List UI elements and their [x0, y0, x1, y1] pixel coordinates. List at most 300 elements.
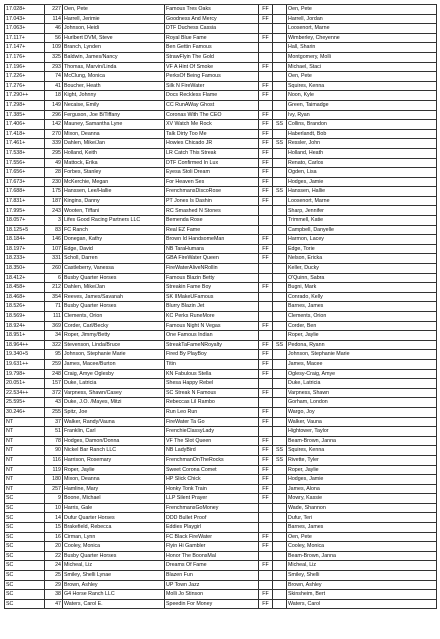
- ff-cell: FF: [259, 158, 273, 168]
- table-row: [5, 359, 437, 369]
- number-cell: 175: [45, 187, 63, 197]
- time-cell: 19.798+: [5, 369, 45, 379]
- rider-cell: Rivette, Tyler: [287, 455, 437, 465]
- time-cell: 17.063+: [5, 24, 45, 34]
- time-cell: 18.057+: [5, 216, 45, 226]
- owner-cell: Mauney, Samantha Lyne: [63, 120, 165, 130]
- horse-cell: Docs Reckless Flame: [165, 91, 259, 101]
- owner-cell: Harris, Gale: [63, 503, 165, 513]
- ff-cell: FF: [259, 91, 273, 101]
- number-cell: 10: [45, 503, 63, 513]
- horse-cell: Silk N FireWater: [165, 81, 259, 91]
- ss-cell: [273, 494, 287, 504]
- horse-cell: CC RunAWay Ghost: [165, 100, 259, 110]
- owner-cell: FC Ranch: [63, 225, 165, 235]
- horse-cell: KN Fabulous Stella: [165, 369, 259, 379]
- ss-cell: [273, 273, 287, 283]
- rider-cell: Dufur, Teri: [287, 513, 437, 523]
- ss-cell: [273, 5, 287, 15]
- owner-cell: Thomas, Marvin/Linda: [63, 62, 165, 72]
- rider-cell: Smiley, Shelli: [287, 571, 437, 581]
- table-row: [5, 417, 437, 427]
- ff-cell: [259, 72, 273, 82]
- time-cell: 17.298+: [5, 100, 45, 110]
- ss-cell: [273, 331, 287, 341]
- number-cell: 74: [45, 72, 63, 82]
- number-cell: 259: [45, 359, 63, 369]
- table-row: [5, 235, 437, 245]
- owner-cell: Boucher, Heath: [63, 81, 165, 91]
- time-cell: SC: [5, 551, 45, 561]
- owner-cell: Edge, David: [63, 244, 165, 254]
- table-row: [5, 24, 437, 34]
- number-cell: 293: [45, 62, 63, 72]
- table-row: [5, 139, 437, 149]
- ff-cell: FF: [259, 340, 273, 350]
- time-cell: 17.385+: [5, 110, 45, 120]
- time-cell: 18.412+: [5, 273, 45, 283]
- table-row: [5, 254, 437, 264]
- ff-cell: FF: [259, 407, 273, 417]
- owner-cell: Busby Quarter Horses: [63, 273, 165, 283]
- ss-cell: [273, 158, 287, 168]
- rider-cell: Campbell, Danyelle: [287, 225, 437, 235]
- ff-cell: FF: [259, 436, 273, 446]
- table-row: [5, 273, 437, 283]
- ss-cell: [273, 312, 287, 322]
- horse-cell: NB TaraHumara: [165, 244, 259, 254]
- ff-cell: [259, 216, 273, 226]
- owner-cell: Cooley, Monica: [63, 542, 165, 552]
- ff-cell: FF: [259, 542, 273, 552]
- time-cell: NT: [5, 417, 45, 427]
- number-cell: 119: [45, 465, 63, 475]
- rider-cell: Skinsheim, Bert: [287, 590, 437, 600]
- time-cell: 18.951+: [5, 331, 45, 341]
- table-row: [5, 264, 437, 274]
- number-cell: 255: [45, 407, 63, 417]
- table-row: [5, 580, 437, 590]
- number-cell: 187: [45, 196, 63, 206]
- rider-cell: Mowry, Kassie: [287, 494, 437, 504]
- number-cell: 20: [45, 542, 63, 552]
- owner-cell: Branch, Lynden: [63, 43, 165, 53]
- horse-cell: StreakTaFameNRoyalty: [165, 340, 259, 350]
- table-row: [5, 331, 437, 341]
- rider-cell: Holland, Heath: [287, 148, 437, 158]
- ss-cell: SS: [273, 187, 287, 197]
- table-row: [5, 484, 437, 494]
- rider-cell: Keller, Ducky: [287, 264, 437, 274]
- horse-cell: Flyin Hi Gambler: [165, 542, 259, 552]
- number-cell: 38: [45, 590, 63, 600]
- rider-cell: Oen, Pete: [287, 5, 437, 15]
- table-row: [5, 398, 437, 408]
- ff-cell: FF: [259, 484, 273, 494]
- ff-cell: [259, 503, 273, 513]
- number-cell: 29: [45, 580, 63, 590]
- horse-cell: Dreams Of Fame: [165, 561, 259, 571]
- owner-cell: Johnson, Heidi: [63, 24, 165, 34]
- ff-cell: [259, 24, 273, 34]
- table-row: [5, 523, 437, 533]
- owner-cell: Busby Quarter Horses: [63, 551, 165, 561]
- ss-cell: [273, 235, 287, 245]
- owner-cell: Johnson, Stephanie Marie: [63, 350, 165, 360]
- ff-cell: FF: [259, 148, 273, 158]
- table-row: [5, 503, 437, 513]
- number-cell: 339: [45, 139, 63, 149]
- ss-cell: [273, 72, 287, 82]
- number-cell: 43: [45, 398, 63, 408]
- horse-cell: Eddies Playgirl: [165, 523, 259, 533]
- table-row: [5, 475, 437, 485]
- table-row: [5, 513, 437, 523]
- time-cell: 18.350+: [5, 264, 45, 274]
- horse-cell: VF The Slot Queen: [165, 436, 259, 446]
- ss-cell: [273, 81, 287, 91]
- owner-cell: Mattock, Erika: [63, 158, 165, 168]
- ff-cell: [259, 225, 273, 235]
- owner-cell: James, Macee/Burton: [63, 359, 165, 369]
- table-row: [5, 91, 437, 101]
- table-row: [5, 302, 437, 312]
- ff-cell: [259, 427, 273, 437]
- ss-cell: [273, 52, 287, 62]
- number-cell: 149: [45, 100, 63, 110]
- horse-cell: PerksOf Being Famous: [165, 72, 259, 82]
- ss-cell: [273, 417, 287, 427]
- ss-cell: [273, 321, 287, 331]
- owner-cell: Roper, Jaylie: [63, 465, 165, 475]
- ff-cell: FF: [259, 475, 273, 485]
- horse-cell: VF A Hint Of Smoke: [165, 62, 259, 72]
- rider-cell: Montgomery, Molli: [287, 52, 437, 62]
- ss-cell: [273, 359, 287, 369]
- horse-cell: FrenchmansGoMoney: [165, 503, 259, 513]
- ff-cell: FF: [259, 196, 273, 206]
- time-cell: 18.924+: [5, 321, 45, 331]
- rider-cell: James, Alona: [287, 484, 437, 494]
- owner-cell: Hanssen, Lee/Hallie: [63, 187, 165, 197]
- time-cell: NT: [5, 465, 45, 475]
- rider-cell: Hanssen, Hallie: [287, 187, 437, 197]
- owner-cell: Kight, Johnny: [63, 91, 165, 101]
- ff-cell: FF: [259, 350, 273, 360]
- time-cell: 17.147+: [5, 43, 45, 53]
- ss-cell: [273, 523, 287, 533]
- number-cell: 372: [45, 388, 63, 398]
- ss-cell: [273, 283, 287, 293]
- table-row: [5, 225, 437, 235]
- time-cell: 17.688+: [5, 187, 45, 197]
- time-cell: 17.538+: [5, 148, 45, 158]
- rider-cell: Varpness, Shawn: [287, 388, 437, 398]
- number-cell: 22: [45, 551, 63, 561]
- rider-cell: Renato, Carlos: [287, 158, 437, 168]
- horse-cell: LR Catch This Streak: [165, 148, 259, 158]
- ff-cell: FF: [259, 139, 273, 149]
- rider-cell: Nelson, Ericka: [287, 254, 437, 264]
- table-row: [5, 206, 437, 216]
- ss-cell: [273, 244, 287, 254]
- ff-cell: FF: [259, 254, 273, 264]
- rider-cell: Wargo, Joy: [287, 407, 437, 417]
- horse-cell: Goodness And Mercy: [165, 14, 259, 24]
- ss-cell: [273, 513, 287, 523]
- time-cell: SC: [5, 561, 45, 571]
- ff-cell: [259, 206, 273, 216]
- time-cell: SC: [5, 590, 45, 600]
- rider-cell: Green, Taimadge: [287, 100, 437, 110]
- time-cell: 17.673+: [5, 177, 45, 187]
- number-cell: 95: [45, 350, 63, 360]
- ss-cell: [273, 580, 287, 590]
- owner-cell: Mixon, Deanna: [63, 475, 165, 485]
- ss-cell: [273, 24, 287, 34]
- horse-cell: FrenchmansDiscoRose: [165, 187, 259, 197]
- number-cell: 146: [45, 235, 63, 245]
- ss-cell: [273, 177, 287, 187]
- number-cell: 25: [45, 571, 63, 581]
- ss-cell: [273, 475, 287, 485]
- owner-cell: Donegan, Kathy: [63, 235, 165, 245]
- rider-cell: Squires, Kenna: [287, 81, 437, 91]
- number-cell: 56: [45, 33, 63, 43]
- number-cell: 257: [45, 484, 63, 494]
- number-cell: 28: [45, 168, 63, 178]
- horse-cell: Famous Night N Vegas: [165, 321, 259, 331]
- table-row: [5, 52, 437, 62]
- ff-cell: [259, 100, 273, 110]
- ss-cell: [273, 350, 287, 360]
- ff-cell: [259, 302, 273, 312]
- number-cell: 49: [45, 158, 63, 168]
- ff-cell: [259, 523, 273, 533]
- rider-cell: Bugni, Mark: [287, 283, 437, 293]
- time-cell: 17.995+: [5, 206, 45, 216]
- horse-cell: HP Slick Chick: [165, 475, 259, 485]
- rider-cell: Wade, Shannon: [287, 503, 437, 513]
- owner-cell: Forbes, Stanley: [63, 168, 165, 178]
- rider-cell: Haberlandt, Bob: [287, 129, 437, 139]
- number-cell: 212: [45, 283, 63, 293]
- time-cell: 17.656+: [5, 168, 45, 178]
- ff-cell: FF: [259, 120, 273, 130]
- horse-cell: SK IIMakeUFamous: [165, 292, 259, 302]
- horse-cell: FireWaterAliveNRollin: [165, 264, 259, 274]
- owner-cell: McClung, Monica: [63, 72, 165, 82]
- horse-cell: KC Perks RuneMore: [165, 312, 259, 322]
- rider-cell: Brown, Ashley: [287, 580, 437, 590]
- ff-cell: FF: [259, 14, 273, 24]
- rider-cell: Edge, Torie: [287, 244, 437, 254]
- rider-cell: Beam-Brown, Janna: [287, 436, 437, 446]
- number-cell: 111: [45, 312, 63, 322]
- time-cell: SC: [5, 580, 45, 590]
- rider-cell: Hodges, Jamie: [287, 475, 437, 485]
- rider-cell: Johnson, Stephanie Marie: [287, 350, 437, 360]
- owner-cell: Scholl, Darren: [63, 254, 165, 264]
- owner-cell: Baldwin, James/Nancy: [63, 52, 165, 62]
- owner-cell: Micheal, Liz: [63, 561, 165, 571]
- owner-cell: McKerchie, Megan: [63, 177, 165, 187]
- time-cell: 18.468+: [5, 292, 45, 302]
- ff-cell: [259, 398, 273, 408]
- rider-cell: Conrado, Kelly: [287, 292, 437, 302]
- horse-cell: StrawFlyin The Gold: [165, 52, 259, 62]
- time-cell: 20.051+: [5, 379, 45, 389]
- horse-cell: Real EZ Fame: [165, 225, 259, 235]
- rider-cell: James, Macee: [287, 359, 437, 369]
- number-cell: 3: [45, 216, 63, 226]
- number-cell: 41: [45, 81, 63, 91]
- ff-cell: FF: [259, 388, 273, 398]
- rider-cell: Oglesy-Craig, Amye: [287, 369, 437, 379]
- number-cell: 15: [45, 523, 63, 533]
- number-cell: 71: [45, 302, 63, 312]
- table-row: [5, 168, 437, 178]
- table-row: [5, 148, 437, 158]
- table-row: [5, 216, 437, 226]
- owner-cell: Holland, Keith: [63, 148, 165, 158]
- table-row: [5, 561, 437, 571]
- owner-cell: Dahlen, Mike/Jan: [63, 139, 165, 149]
- horse-cell: GBA FireWater Queen: [165, 254, 259, 264]
- time-cell: SC: [5, 571, 45, 581]
- number-cell: 142: [45, 120, 63, 130]
- table-row: [5, 100, 437, 110]
- owner-cell: Spitz, Joe: [63, 407, 165, 417]
- table-row: [5, 551, 437, 561]
- rider-cell: Michael, Staci: [287, 62, 437, 72]
- horse-cell: Bemenda Rose: [165, 216, 259, 226]
- ff-cell: [259, 331, 273, 341]
- owner-cell: Dahlen, Mike/Jan: [63, 283, 165, 293]
- table-row: [5, 33, 437, 43]
- table-row: [5, 532, 437, 542]
- rider-cell: Micheal, Liz: [287, 561, 437, 571]
- rider-cell: Pedona, Ryann: [287, 340, 437, 350]
- owner-cell: Necaise, Emily: [63, 100, 165, 110]
- table-row: [5, 187, 437, 197]
- time-cell: 18.964++: [5, 340, 45, 350]
- time-cell: 18.569+: [5, 312, 45, 322]
- horse-cell: Famous Tres Oaks: [165, 5, 259, 15]
- ss-cell: [273, 561, 287, 571]
- ss-cell: [273, 148, 287, 158]
- ff-cell: FF: [259, 417, 273, 427]
- horse-cell: Famous Blazin Betty: [165, 273, 259, 283]
- rider-cell: Roper, Jaylie: [287, 465, 437, 475]
- rider-cell: Oen, Pete: [287, 532, 437, 542]
- horse-cell: RC Smashed N Stones: [165, 206, 259, 216]
- number-cell: 296: [45, 110, 63, 120]
- table-row: [5, 72, 437, 82]
- number-cell: 331: [45, 254, 63, 264]
- number-cell: 46: [45, 24, 63, 34]
- time-cell: 17.226+: [5, 72, 45, 82]
- horse-cell: Shesa Happy Rebel: [165, 379, 259, 389]
- owner-cell: Harrell, Jerimie: [63, 14, 165, 24]
- rider-cell: Hightower, Taylor: [287, 427, 437, 437]
- ss-cell: SS: [273, 446, 287, 456]
- owner-cell: Mixon, Deanna: [63, 129, 165, 139]
- ff-cell: FF: [259, 5, 273, 15]
- rider-cell: Ogden, Lisa: [287, 168, 437, 178]
- owner-cell: Duke, Latricia: [63, 379, 165, 389]
- ff-cell: FF: [259, 62, 273, 72]
- rider-cell: Waters, Carol: [287, 599, 437, 609]
- table-row: [5, 321, 437, 331]
- number-cell: 260: [45, 264, 63, 274]
- horse-cell: NB LadyBird: [165, 446, 259, 456]
- horse-cell: PT Jones Is Dashin: [165, 196, 259, 206]
- time-cell: SC: [5, 532, 45, 542]
- horse-cell: Blazen Fun: [165, 571, 259, 581]
- number-cell: 248: [45, 369, 63, 379]
- horse-cell: Honor The BoonsMal: [165, 551, 259, 561]
- horse-cell: DDD Bullet Proof: [165, 513, 259, 523]
- owner-cell: Hodges, Damon/Donna: [63, 436, 165, 446]
- time-cell: 17.418+: [5, 129, 45, 139]
- ss-cell: [273, 62, 287, 72]
- horse-cell: Streakin Fame Boy: [165, 283, 259, 293]
- owner-cell: Walker, Randy/Vauna: [63, 417, 165, 427]
- number-cell: 51: [45, 427, 63, 437]
- ss-cell: [273, 436, 287, 446]
- ff-cell: [259, 580, 273, 590]
- ff-cell: FF: [259, 532, 273, 542]
- time-cell: 18.233+: [5, 254, 45, 264]
- time-cell: NT: [5, 475, 45, 485]
- ff-cell: FF: [259, 168, 273, 178]
- table-row: [5, 379, 437, 389]
- ss-cell: [273, 542, 287, 552]
- horse-cell: Fired By PlayBoy: [165, 350, 259, 360]
- ss-cell: SS: [273, 120, 287, 130]
- table-row: [5, 350, 437, 360]
- ss-cell: SS: [273, 340, 287, 350]
- horse-cell: FrenchieClassyLady: [165, 427, 259, 437]
- owner-cell: Kingins, Danny: [63, 196, 165, 206]
- table-row: [5, 542, 437, 552]
- time-cell: NT: [5, 446, 45, 456]
- owner-cell: Hamline, Mary: [63, 484, 165, 494]
- ss-cell: [273, 196, 287, 206]
- number-cell: 83: [45, 225, 63, 235]
- owner-cell: Castleberry, Vanessa: [63, 264, 165, 274]
- ss-cell: [273, 264, 287, 274]
- owner-cell: Oen, Pete: [63, 5, 165, 15]
- rider-cell: Oen, Pete: [287, 72, 437, 82]
- ss-cell: [273, 407, 287, 417]
- owner-cell: Brakefield, Rebecca: [63, 523, 165, 533]
- owner-cell: G4 Horse Ranch LLC: [63, 590, 165, 600]
- table-row: [5, 177, 437, 187]
- time-cell: 18.184+: [5, 235, 45, 245]
- time-cell: 17.043+: [5, 14, 45, 24]
- rider-cell: Barnes, James: [287, 523, 437, 533]
- ff-cell: [259, 571, 273, 581]
- ss-cell: [273, 427, 287, 437]
- ss-cell: [273, 225, 287, 235]
- rider-cell: Wimberley, Cheyenne: [287, 33, 437, 43]
- rider-cell: Hall, Sharin: [287, 43, 437, 53]
- time-cell: SC: [5, 542, 45, 552]
- ff-cell: FF: [259, 465, 273, 475]
- table-row: [5, 158, 437, 168]
